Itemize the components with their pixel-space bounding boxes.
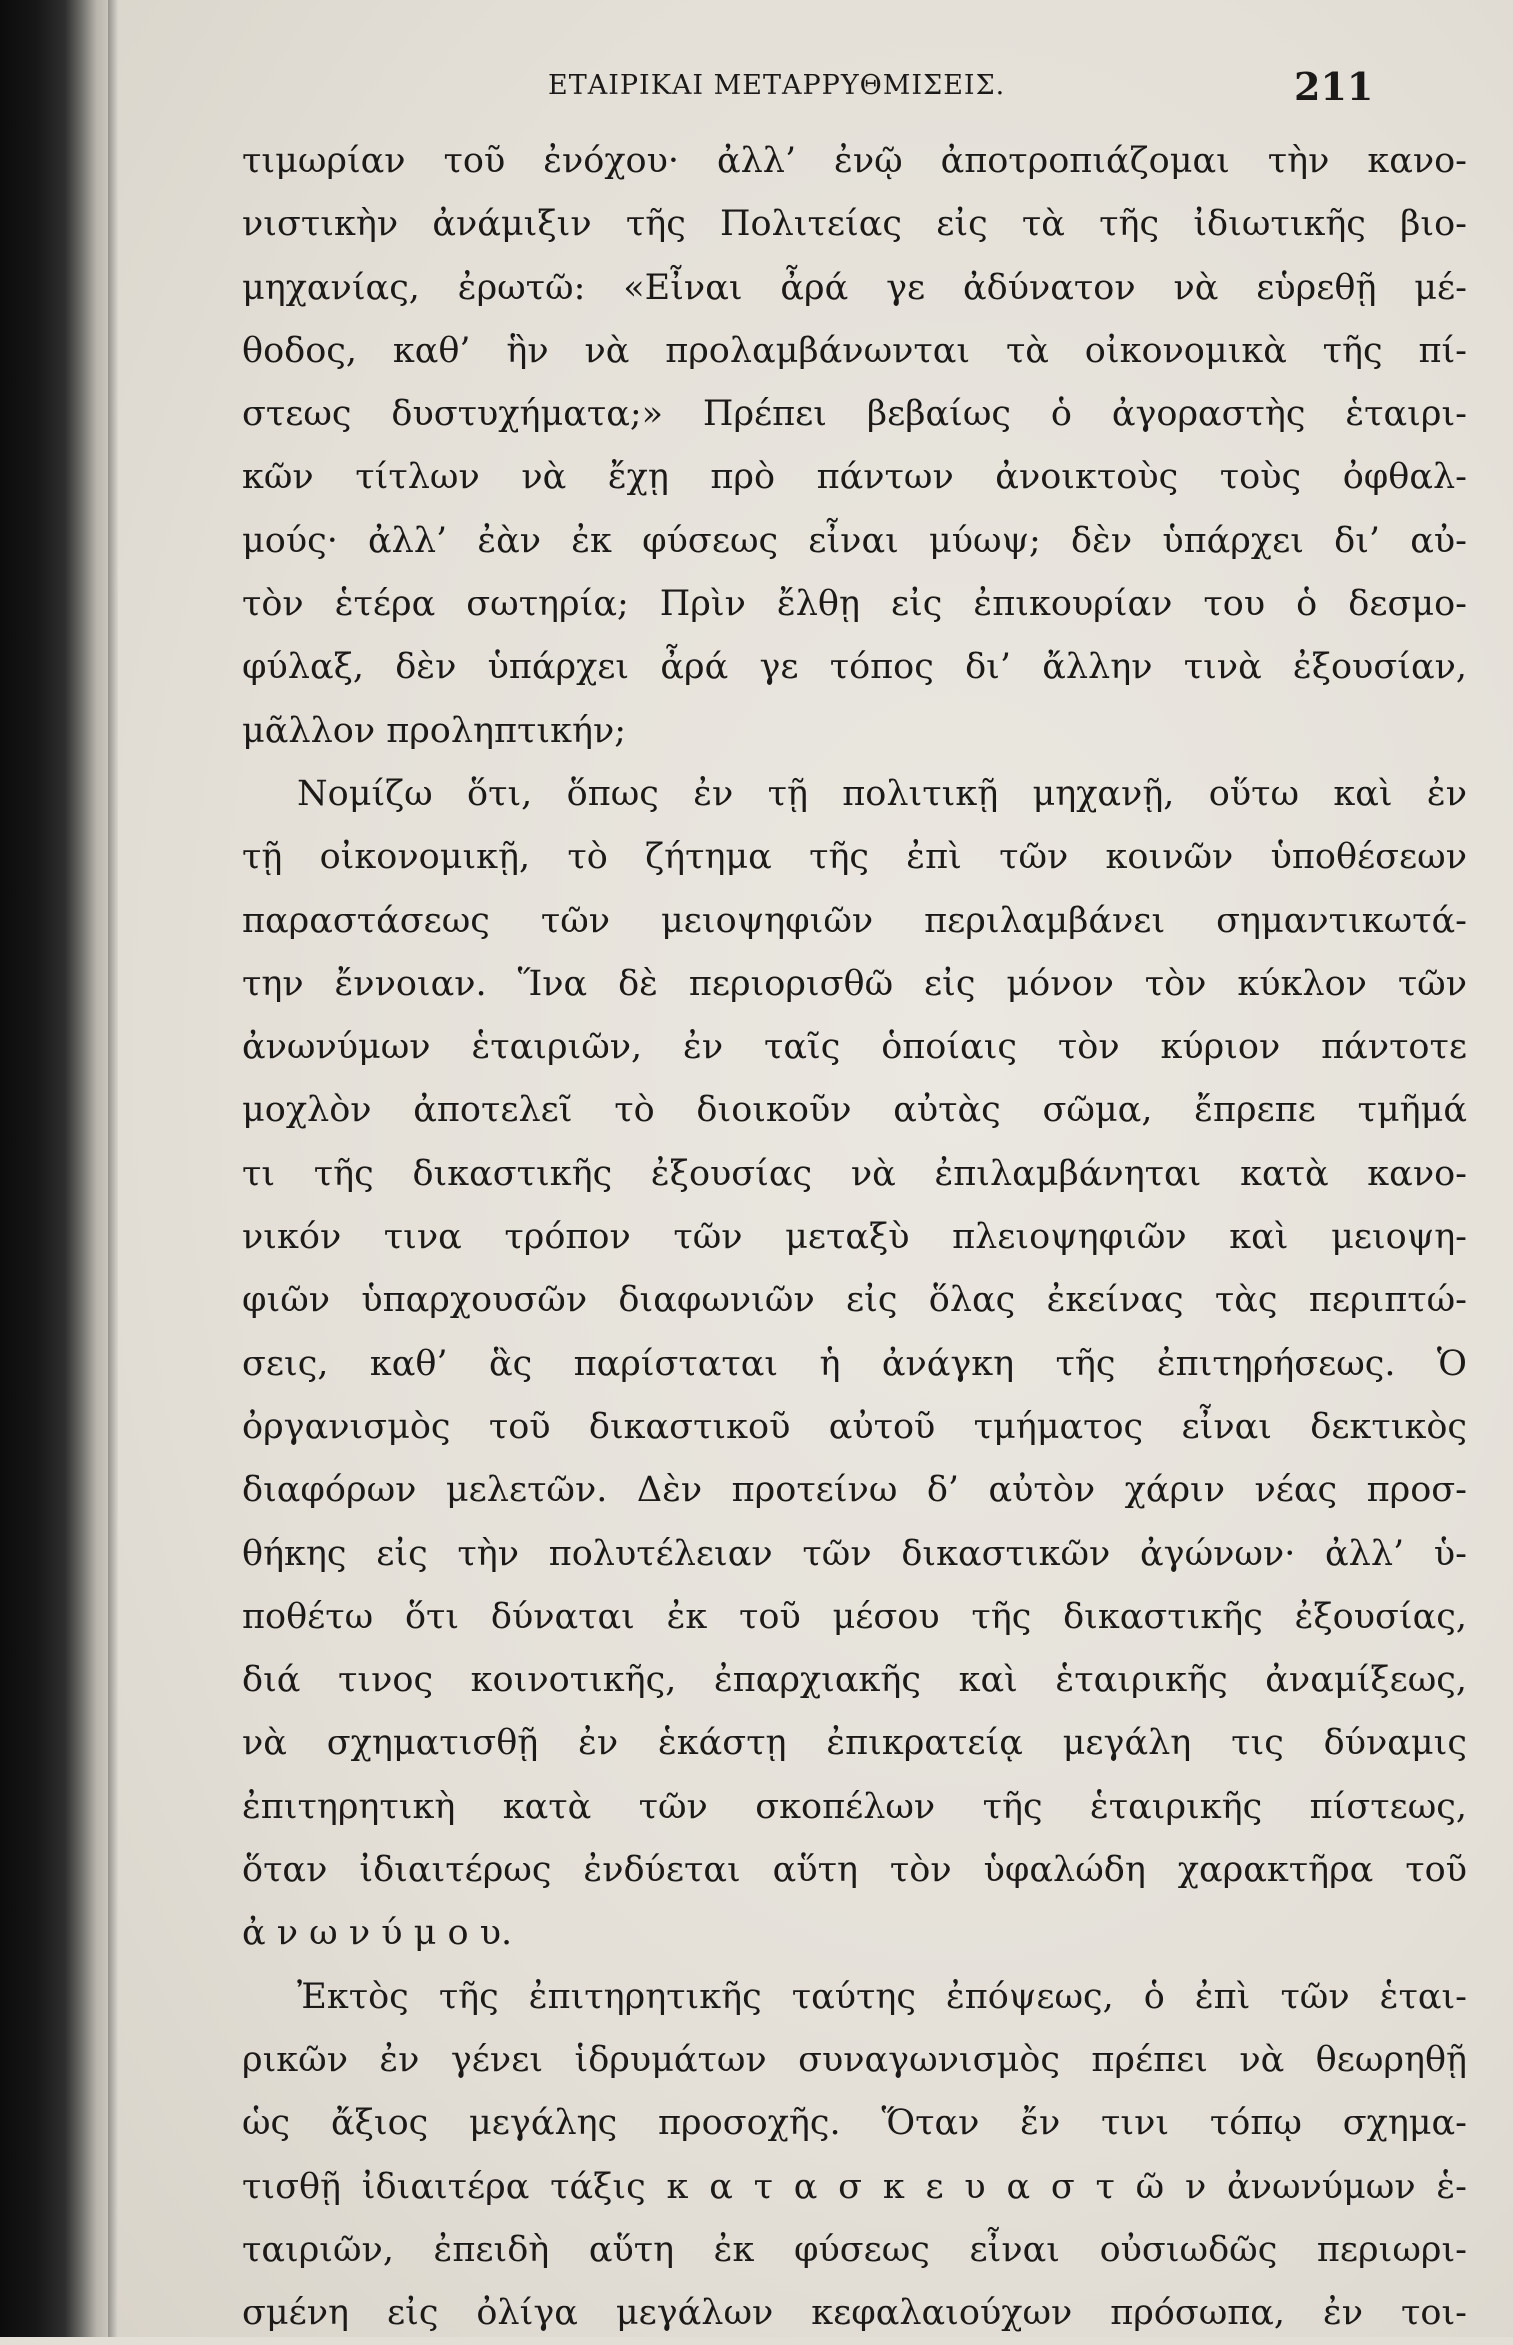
- text-line: φύλαξ, δὲν ὑπάρχει ἆρά γε τόπος δι’ ἄλλην τινὰ ἐξουσίαν,: [242, 647, 1467, 688]
- text-line: ἐπιτηρητικὴ κατὰ τῶν σκοπέλων τῆς ἑταιρικῆς πίστεως,: [242, 1786, 1467, 1827]
- text-line: νὰ σχηματισθῇ ἐν ἑκάστῃ ἐπικρατείᾳ μεγάλη τις δύναμις: [242, 1723, 1467, 1764]
- text-line: παραστάσεως τῶν μειοψηφιῶν περιλαμβάνει σημαντικωτά-: [242, 900, 1467, 941]
- text-line: σμένη εἰς ὀλίγα μεγάλων κεφαλαιούχων πρόσωπα, ἐν τοι-: [242, 2293, 1467, 2334]
- text-line: ταιριῶν, ἐπειδὴ αὕτη ἐκ φύσεως εἶναι οὐσιωδῶς περιωρι-: [242, 2229, 1467, 2270]
- text-line: νιστικὴν ἀνάμιξιν τῆς Πολιτείας εἰς τὰ τῆς ἰδιωτικῆς βιο-: [242, 204, 1467, 245]
- text-line: νικόν τινα τρόπον τῶν μεταξὺ πλειοψηφιῶν καὶ μειοψη-: [242, 1217, 1467, 1258]
- text-line: θοδος, καθ’ ἣν νὰ προλαμβάνωνται τὰ οἰκονομικὰ τῆς πί-: [242, 330, 1467, 371]
- text-line: μᾶλλον προληπτικήν;: [242, 710, 627, 751]
- body-text: [242, 130, 1467, 2345]
- running-head: [118, 64, 1513, 116]
- text-line: ἀνωνύμων ἑταιριῶν, ἐν ταῖς ὁποίαις τὸν κύριον πάντοτε: [242, 1027, 1467, 1068]
- text-line: μηχανίας, ἐρωτῶ: «Εἶναι ἆρά γε ἀδύνατον νὰ εὑρεθῇ μέ-: [242, 267, 1467, 308]
- text-line: τὸν ἑτέρα σωτηρία; Πρὶν ἔλθῃ εἰς ἐπικουρίαν του ὁ δεσμο-: [242, 584, 1467, 625]
- text-line: τι τῆς δικαστικῆς ἐξουσίας νὰ ἐπιλαμβάνηται κατὰ κανο-: [242, 1153, 1467, 1194]
- text-line: θήκης εἰς τὴν πολυτέλειαν τῶν δικαστικῶν ἀγώνων· ἀλλ’ ὑ-: [242, 1533, 1467, 1574]
- text-line: τῇ οἰκονομικῇ, τὸ ζήτημα τῆς ἐπὶ τῶν κοινῶν ὑποθέσεων: [242, 837, 1467, 878]
- text-line: κῶν τίτλων νὰ ἔχῃ πρὸ πάντων ἀνοικτοὺς τοὺς ὀφθαλ-: [242, 457, 1467, 498]
- text-line: ὡς ἄξιος μεγάλης προσοχῆς. Ὅταν ἔν τινι τόπῳ σχημα-: [242, 2103, 1467, 2144]
- page-number: 211: [1294, 64, 1374, 109]
- text-line: διά τινος κοινοτικῆς, ἐπαρχιακῆς καὶ ἑταιρικῆς ἀναμίξεως,: [242, 1660, 1467, 1701]
- text-line: ὅταν ἰδιαιτέρως ἐνδύεται αὕτη τὸν ὑφαλώδη χαρακτῆρα τοῦ: [242, 1850, 1467, 1891]
- text-line: την ἔννοιαν. Ἵνα δὲ περιορισθῶ εἰς μόνον τὸν κύκλον τῶν: [242, 963, 1467, 1004]
- text-line: ἀ ν ω ν ύ μ ο υ.: [242, 1913, 513, 1954]
- paragraph-first-line: Νομίζω ὅτι, ὅπως ἐν τῇ πολιτικῇ μηχανῇ, οὕτω καὶ ἐν: [297, 773, 1467, 814]
- text-line: τιμωρίαν τοῦ ἐνόχου· ἀλλ’ ἐνῷ ἀποτροπιάζομαι τὴν κανο-: [242, 141, 1467, 181]
- running-title: ΕΤΑΙΡΙΚΑΙ ΜΕΤΑΡΡΥΘΜΙΣΕΙΣ.: [548, 70, 1006, 101]
- paragraph-first-line: Ἐκτὸς τῆς ἐπιτηρητικῆς ταύτης ἐπόψεως, ὁ ἐπὶ τῶν ἑται-: [297, 1976, 1467, 2017]
- text-line: μούς· ἀλλ’ ἐὰν ἐκ φύσεως εἶναι μύωψ; δὲν ὑπάρχει δι’ αὐ-: [242, 520, 1467, 561]
- text-line: φιῶν ὑπαρχουσῶν διαφωνιῶν εἰς ὅλας ἐκείνας τὰς περιπτώ-: [242, 1280, 1467, 1321]
- text-line: ὀργανισμὸς τοῦ δικαστικοῦ αὐτοῦ τμήματος εἶναι δεκτικὸς: [242, 1406, 1467, 1447]
- text-line: ρικῶν ἐν γένει ἱδρυμάτων συναγωνισμὸς πρέπει νὰ θεωρηθῇ: [242, 2039, 1467, 2080]
- text-line: διαφόρων μελετῶν. Δὲν προτείνω δ’ αὐτὸν χάριν νέας προσ-: [242, 1470, 1467, 1511]
- text-line: τισθῇ ἰδιαιτέρα τάξις κ α τ α σ κ ε υ α σ τ ῶ ν ἀνωνύμων ἑ-: [242, 2166, 1467, 2207]
- gutter-shadow: [108, 0, 118, 2337]
- text-line: σεις, καθ’ ἃς παρίσταται ἡ ἀνάγκη τῆς ἐπιτηρήσεως. Ὁ: [242, 1343, 1467, 1384]
- text-line: στεως δυστυχήματα;» Πρέπει βεβαίως ὁ ἀγοραστὴς ἑταιρι-: [242, 394, 1467, 435]
- text-line: μοχλὸν ἀποτελεῖ τὸ διοικοῦν αὐτὰς σῶμα, ἔπρεπε τμῆμά: [242, 1090, 1467, 1131]
- book-spine-shadow: [0, 0, 118, 2337]
- book-page: [118, 0, 1513, 2337]
- text-line: ποθέτω ὅτι δύναται ἐκ τοῦ μέσου τῆς δικαστικῆς ἐξουσίας,: [242, 1596, 1467, 1637]
